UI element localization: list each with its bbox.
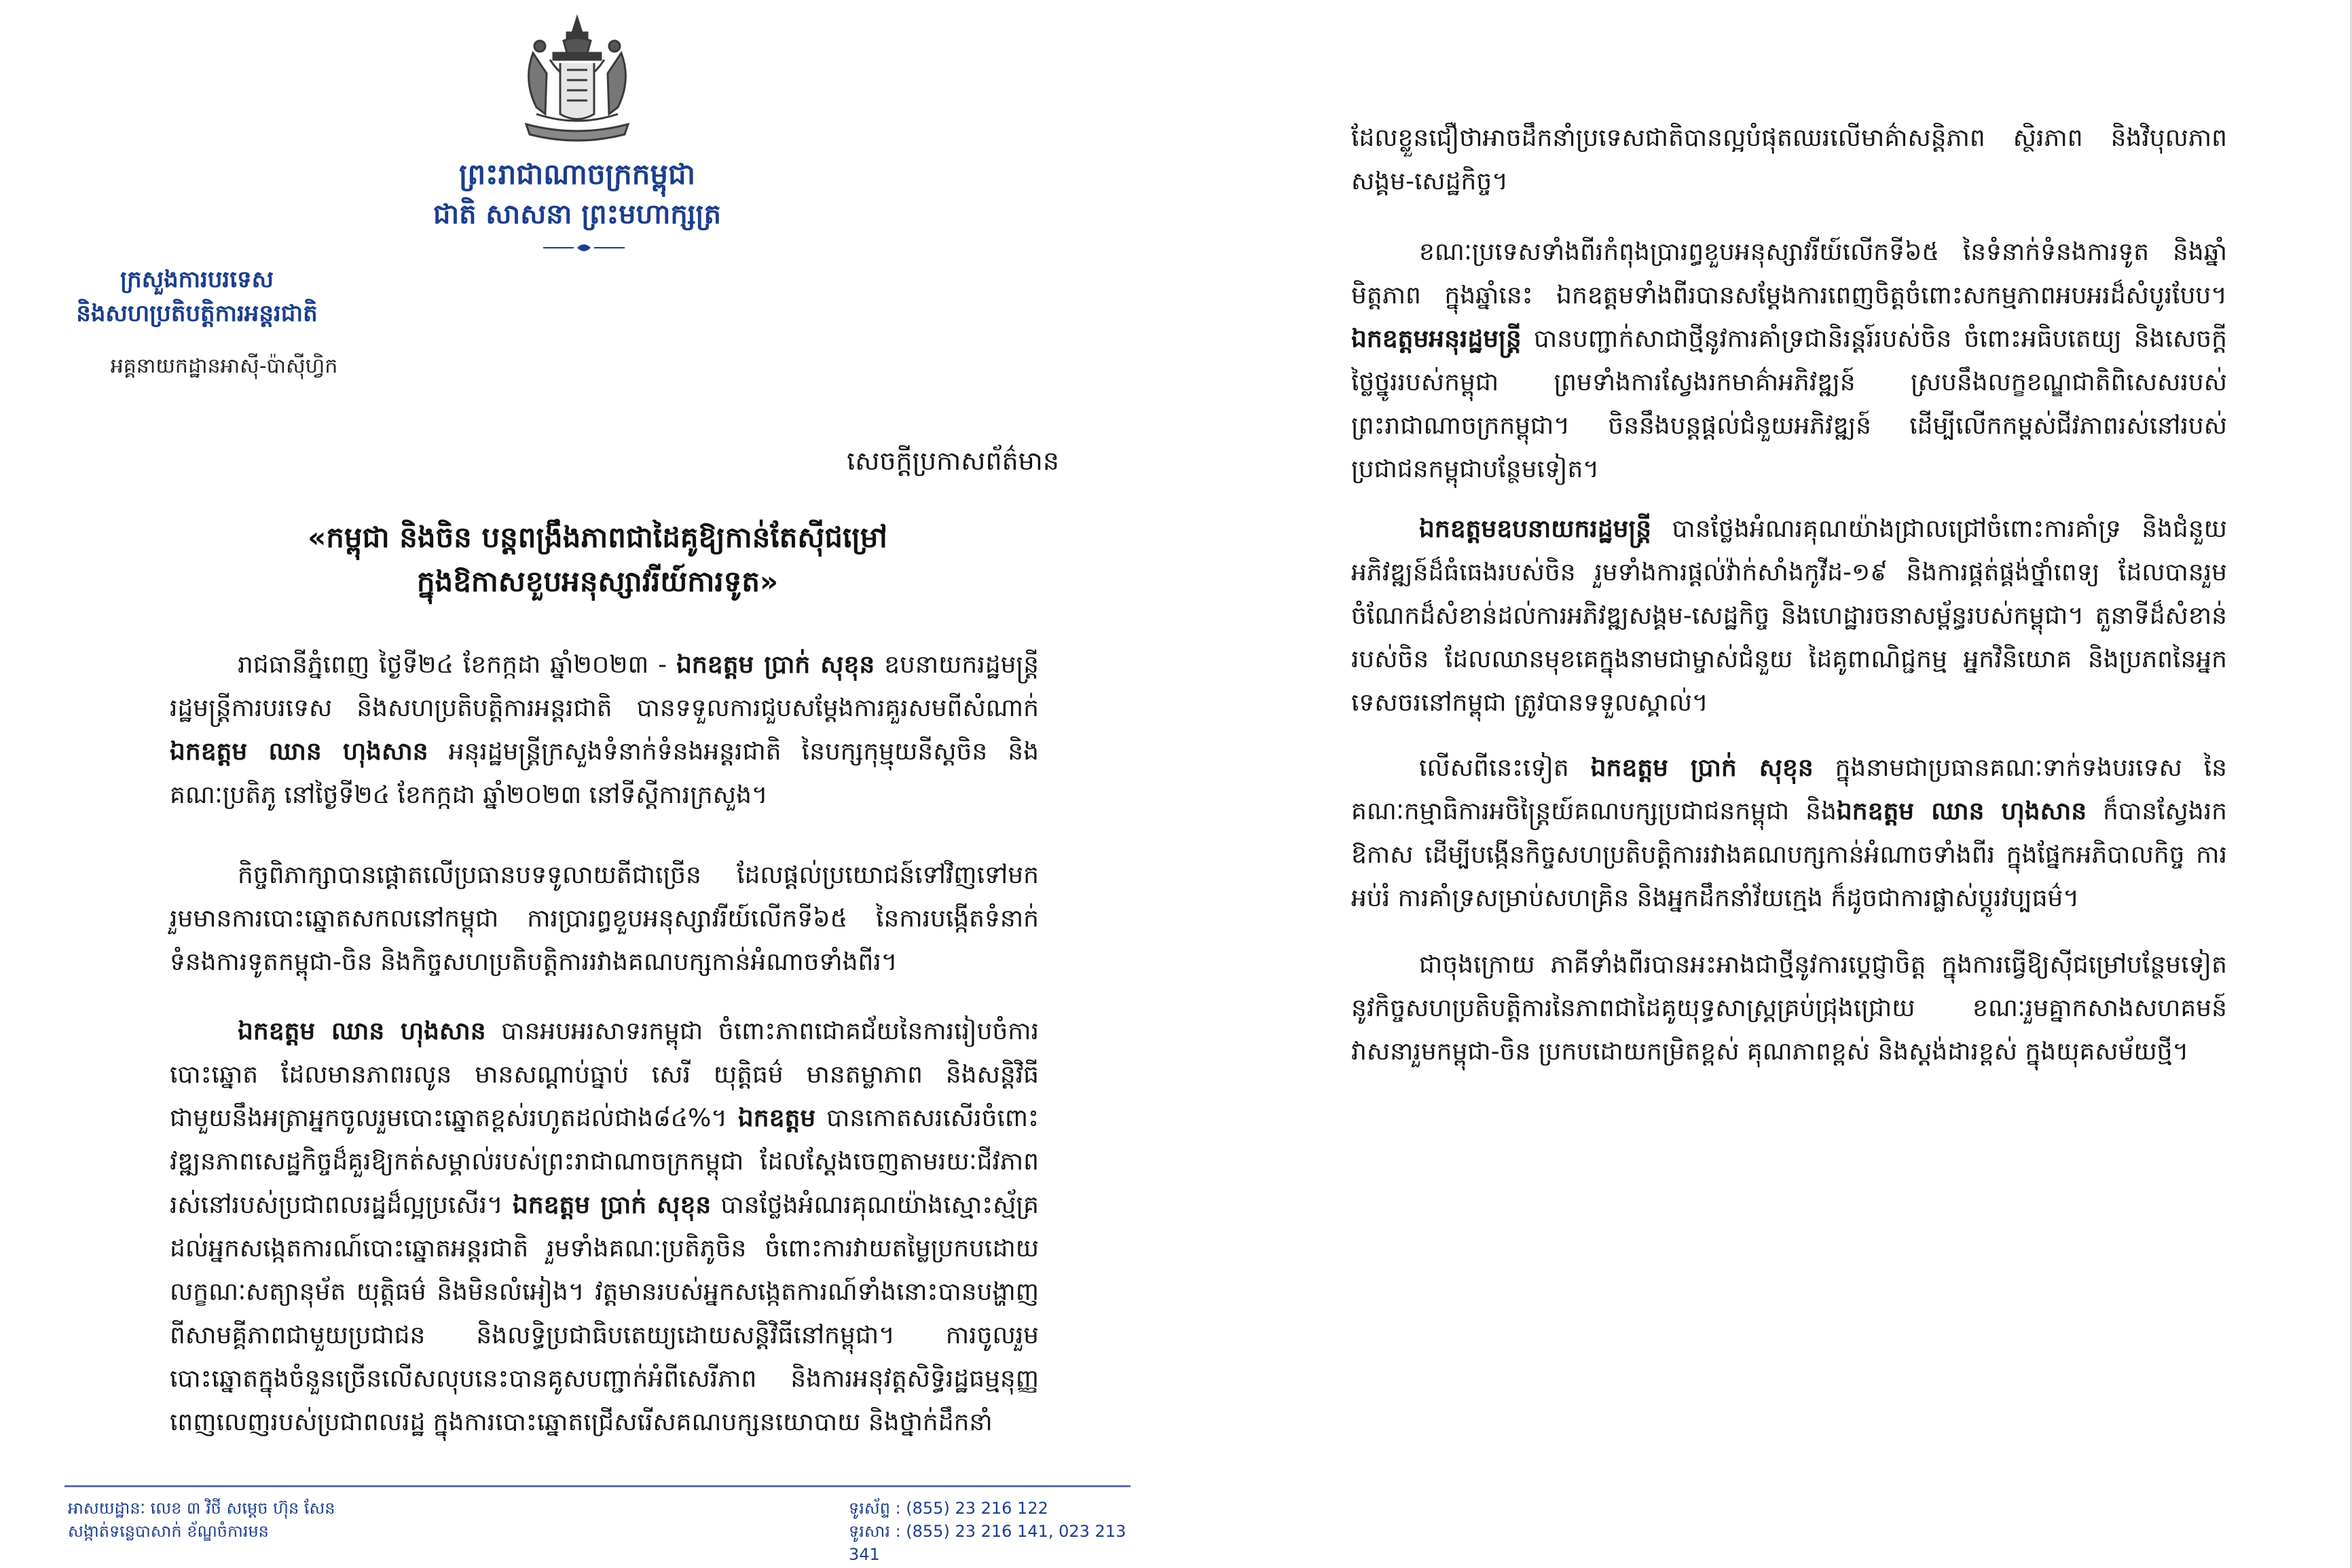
ministry-name-line-2: និងសហប្រតិបត្តិការអន្តរជាតិ	[76, 300, 318, 327]
document-type-label: សេចក្តីប្រកាសព័ត៌មាន	[847, 446, 1059, 476]
department-name: អគ្គនាយកដ្ឋានអាស៊ី-ប៉ាស៊ីហ្វិក	[110, 354, 338, 378]
body-paragraph-7: ជាចុងក្រោយ ភាគីទាំងពីរបានអះអាងជាថ្មីនូវការប្តេជ្ញាចិត្ត ក្នុងការធ្វើឱ្យស៊ីជម្រៅបន្ថែមទៀតនូវកិច្ចសហប្រតិបត្តិការនៃភាពជាដៃគូយុទ្ធសាស្ត្រគ្រប់ជ្រុងជ្រោយ ខណៈរួមគ្នាកសាងសហគមន៍វាសនារួមកម្ពុជា-ចិន ប្រកបដោយកម្រិតខ្ពស់ គុណភាពខ្ពស់ និងស្តង់ដារខ្ពស់ ក្នុងយុគសម័យថ្មី។	[1351, 951, 2227, 1066]
royal-coat-of-arms-emblem	[513, 12, 642, 148]
headline-line-2: ក្នុងឱកាសខួបអនុស្សាវរីយ៍ការទូត»	[416, 565, 779, 598]
ornament-divider	[543, 241, 625, 255]
body-paragraph-1: រាជធានីភ្នំពេញ ថ្ងៃទី២៤ ខែកក្កដា ឆ្នាំ២០២៣ - ឯកឧត្តម ប្រាក់ សុខុន ឧបនាយករដ្ឋមន្ត្រី រដ្ឋមន្ត្រីការបរទេស និងសហប្រតិបត្តិការអន្តរជាតិ បានទទួលការជួបសម្តែងការគួរសមពីសំណាក់ ឯកឧត្តម ឈាន ហុងសាន អនុរដ្ឋមន្ត្រីក្រសួងទំនាក់ទំនងអន្តរជាតិ នៃបក្សកុម្មុយនីស្តចិន និងគណៈប្រតិភូ នៅថ្ងៃទី២៤ ខែកក្កដា ឆ្នាំ២០២៣ នៅទីស្តីការក្រសួង។	[170, 651, 1040, 809]
footer-fax: ទូរសារ : (855) 23 216 141, 023 213 341	[849, 1522, 1126, 1564]
kingdom-motto: ជាតិ សាសនា ព្រះមហាក្សត្រ	[433, 198, 721, 230]
headline-line-1: «កម្ពុជា និងចិន បន្តពង្រឹងភាពជាដៃគូឱ្យកាន់តែស៊ីជម្រៅ	[308, 521, 887, 554]
body-paragraph-6: លើសពីនេះទៀត ឯកឧត្តម ប្រាក់ សុខុន ក្នុងនាមជាប្រធានគណៈទាក់ទងបរទេស នៃគណៈកម្មាធិការអចិន្ត្រៃយ៍គណបក្សប្រជាជនកម្ពុជា និងឯកឧត្តម ឈាន ហុងសាន ក៏បានស្វែងរកឱកាស ដើម្បីបង្កើនកិច្ចសហប្រតិបត្តិការរវាងគណបក្សកាន់អំណាចទាំងពីរ ក្នុងផ្នែកអភិបាលកិច្ច ការអប់រំ ការគាំទ្រសម្រាប់សហគ្រិន និងអ្នកដឹកនាំវ័យក្មេង ក៏ដូចជាការផ្លាស់ប្តូរវប្បធម៌។	[1351, 754, 2227, 912]
press-release-page-2	[1175, 0, 2352, 1568]
footer-contact	[849, 1497, 1154, 1566]
ministry-name-line-1: ក្រសួងការបរទេស	[120, 266, 274, 293]
footer-phone: ទូរស័ព្ទ : (855) 23 216 122	[849, 1499, 1048, 1518]
name-prak-sokhonn: ឯកឧត្តម ប្រាក់ សុខុន	[676, 651, 875, 679]
footer-address: អាសយដ្ឋានៈ លេខ ៣ វិថី សម្តេច ហ៊ុន សែន សង្កាត់ទន្លេបាសាក់ ខ័ណ្ឌចំការមន	[68, 1499, 335, 1541]
body-paragraph-5: ឯកឧត្តមឧបនាយករដ្ឋមន្ត្រី បានថ្លែងអំណរគុណយ៉ាងជ្រាលជ្រៅចំពោះការគាំទ្រ និងជំនួយអភិវឌ្ឍន៍ដ៏ធំធេងរបស់ចិន រួមទាំងការផ្តល់វ៉ាក់សាំងកូវីដ-១៩ និងការផ្គត់ផ្គង់ថ្នាំពេទ្យ ដែលបានរួមចំណែកដ៏សំខាន់ដល់ការអភិវឌ្ឍសង្គម-សេដ្ឋកិច្ច និងហេដ្ឋារចនាសម្ព័ន្ធរបស់កម្ពុជា។ តួនាទីដ៏សំខាន់របស់ចិន ដែលឈានមុខគេក្នុងនាមជាម្ចាស់ជំនួយ ដៃគូពាណិជ្ជកម្ម អ្នកវិនិយោគ និងប្រភពនៃអ្នកទេសចរនៅកម្ពុជា ត្រូវបានទទួលស្គាល់។	[1351, 515, 2227, 717]
footer-divider	[65, 1485, 1131, 1487]
name-chhean-hongsan: ឯកឧត្តម ឈាន ហុងសាន	[170, 738, 428, 766]
body-paragraph-3: ឯកឧត្តម ឈាន ហុងសាន បានអបអរសាទរកម្ពុជា ចំពោះភាពជោគជ័យនៃការរៀបចំការបោះឆ្នោត ដែលមានភាពរលូន មានសណ្តាប់ធ្នាប់ សេរី យុត្តិធម៌ មានតម្លាភាព និងសន្តិវិធី ជាមួយនឹងអត្រាអ្នកចូលរួមបោះឆ្នោតខ្ពស់រហូតដល់ជាង៨៤%។ ឯកឧត្តម បានកោតសរសើរចំពោះវឌ្ឍនភាពសេដ្ឋកិច្ចដ៏គួរឱ្យកត់សម្គាល់របស់ព្រះរាជាណាចក្រកម្ពុជា ដែលស្តែងចេញតាមរយៈជីវភាពរស់នៅរបស់ប្រជាពលរដ្ឋដ៏ល្អប្រសើរ។ ឯកឧត្តម ប្រាក់ សុខុន បានថ្លែងអំណរគុណយ៉ាងស្មោះស្ម័គ្រដល់អ្នកសង្កេតការណ៍បោះឆ្នោតអន្តរជាតិ រួមទាំងគណៈប្រតិភូចិន ចំពោះការវាយតម្លៃប្រកបដោយលក្ខណៈសត្យានុម័ត យុត្តិធម៌ និងមិនលំអៀង។ វត្តមានរបស់អ្នកសង្កេតការណ៍ទាំងនោះបានបង្ហាញពីសាមគ្គីភាពជាមួយប្រជាជន និងលទ្ធិប្រជាធិបតេយ្យដោយសន្តិវិធីនៅកម្ពុជា។ ការចូលរួមបោះឆ្នោតក្នុងចំនួនច្រើនលើសលុបនេះបានគូសបញ្ជាក់អំពីសេរីភាព និងការអនុវត្តសិទ្ធិរដ្ឋធម្មនុញ្ញពេញលេញរបស់ប្រជាពលរដ្ឋ ក្នុងការបោះឆ្នោតជ្រើសរើសគណបក្សនយោបាយ និងថ្នាក់ដឹកនាំ	[170, 1018, 1039, 1436]
body-paragraph-4: ខណៈប្រទេសទាំងពីរកំពុងប្រារព្ធខួបអនុស្សាវរីយ៍លើកទី៦៥ នៃទំនាក់ទំនងការទូត និងឆ្នាំមិត្តភាព ក្នុងឆ្នាំនេះ ឯកឧត្តមទាំងពីរបានសម្តែងការពេញចិត្តចំពោះសកម្មភាពអបអរដ៏សំបូរបែប។ ឯកឧត្តមអនុរដ្ឋមន្ត្រី បានបញ្ជាក់សាជាថ្មីនូវការគាំទ្រជានិរន្តរ៍របស់ចិន ចំពោះអធិបតេយ្យ និងសេចក្តីថ្លៃថ្នូររបស់កម្ពុជា ព្រមទាំងការស្វែងរកមាគ៌ាអភិវឌ្ឍន៍ ស្របនឹងលក្ខខណ្ឌជាតិពិសេសរបស់ព្រះរាជាណាចក្រកម្ពុជា។ ចិននឹងបន្តផ្តល់ជំនួយអភិវឌ្ឍន៍ ដើម្បីលើកកម្ពស់ជីវភាពរស់នៅរបស់ប្រជាជនកម្ពុជាបន្ថែមទៀត។	[1351, 238, 2227, 483]
body-paragraph-continued: ដែលខ្លួនជឿថាអាចដឹកនាំប្រទេសជាតិបានល្អបំផុតឈរលើមាគ៌ាសន្តិភាព ស្ថិរភាព និងវិបុលភាពសង្គម-សេដ្ឋកិច្ច។	[1351, 124, 2227, 195]
body-paragraph-2: កិច្ចពិភាក្សាបានផ្តោតលើប្រធានបទទូលាយតីជាច្រើន ដែលផ្តល់ប្រយោជន៍ទៅវិញទៅមក រួមមានការបោះឆ្នោតសកលនៅកម្ពុជា ការប្រារព្ធខួបអនុស្សាវរីយ៍លើកទី៦៥ នៃការបង្កើតទំនាក់ទំនងការទូតកម្ពុជា-ចិន និងកិច្ចសហប្រតិបត្តិការរវាងគណបក្សកាន់អំណាចទាំងពីរ។	[170, 861, 1039, 976]
press-release-page-1	[0, 0, 1175, 1568]
kingdom-title: ព្រះរាជាណាចក្រកម្ពុជា	[458, 157, 696, 191]
